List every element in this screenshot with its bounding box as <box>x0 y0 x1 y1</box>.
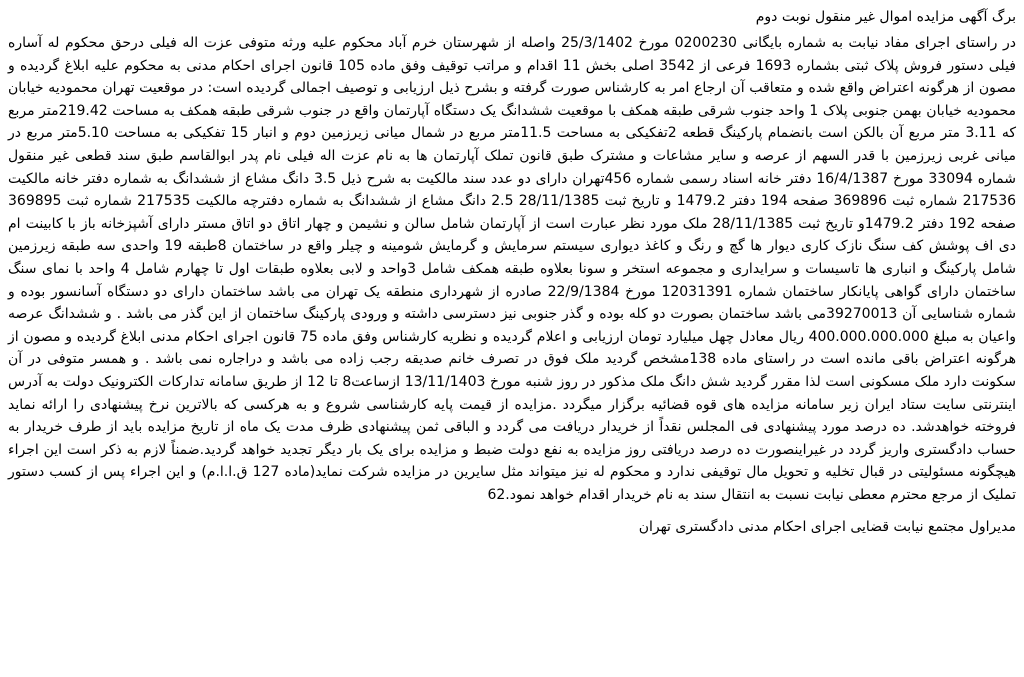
notice-title: برگ آگهی مزایده اموال غیر منقول نوبت دوم <box>755 9 1016 25</box>
notice-body: در راستای اجرای مفاد نیابت به شماره بایگانی 0200230 مورخ 25/3/1402 واصله از شهرستان خرم آباد محکوم علیه ورثه متوفی عزت اله فیلی درحق محکوم له آساره فیلی دستور فروش پلاک ثبتی بشماره 1693 فرعی از 3542 اصلی بخش 11 اقدام و مراتب توقیف وفق ماده 105 قانون اجرای احکام مدنی به محکوم علیه ابلاغ گردیده و مصون از هرگونه اعتراض واقع شده و متعاقب آن ارجاع امر به کارشناس صورت گرفته و بشرح ذیل ارزیابی و توصیف اجمالی گردیده است: در موقعیت تهران محمودیه خیابان محمودیه خیابان بهمن جنوبی پلاک 1 واحد جنوب شرقی طبقه همکف با موقعیت ششدانگ یک دستگاه آپارتمان واقع در جنوب شرقی طبقه همکف به مساحت 219.42متر مربع که 3.11 متر مربع آن بالکن است بانضمام پارکینگ قطعه 2تفکیکی به مساحت 11.5متر مربع در شمال میانی زیرزمین دوم و انبار 15 تفکیکی به مساحت 5.10متر مربع در میانی غربی زیرزمین با قدر السهم از عرصه و سایر مشاعات و مشترک طبق قانون تملک آپارتمان ها به نام عزت اله فیلی نام پدر ابوالقاسم طبق سند قطعی غیر منقول شماره 33094 مورخ 16/4/1387 دفتر خانه اسناد رسمی شماره 456تهران دارای دو عدد سند مالکیت به شرح ذیل 3.5 دانگ مشاع از ششدانگ به شماره دفتر خانه مالکیت 217536 شماره ثبت 369896 صفحه 194 دفتر 1479.2 و تاریخ ثبت 28/11/1385 2.5 دانگ مشاع از ششدانگ به شماره دفترچه مالکیت 217535 شماره ثبت 369895 صفحه 192 دفتر 1479.2و تاریخ ثبت 28/11/1385 ملک مورد نظر عبارت است از آپارتمان شامل سالن و نشیمن و چهار اتاق دو اتاق مستر دارای آشپزخانه باز با کابینت ام دی اف پوشش کف سنگ نازک کاری دیوار ها گچ و رنگ و کاغذ دیواری سیستم سرمایش و گرمایش شومینه و چیلر واقع در ساختمان 8طبقه 19 واحدی سه طبقه زیرزمین شامل پارکینگ و انباری ها تاسیسات و سرایداری و مجموعه استخر و سونا بعلاوه طبقه همکف شامل 3واحد و لابی بعلاوه طبقات اول تا چهارم شامل 4 واحد با نمای سنگ ساختمان دارای گواهی پایانکار ساختمان شماره 12031391 مورخ 22/9/1384 صادره از شهرداری منطقه یک تهران می باشد ساختمان دارای دو دستگاه آسانسور بوده و شماره شناسایی آن 39270013می باشد ساختمان بصورت دو کله بوده و گذر جنوبی نیز دسترسی داشته و ورودی پارکینگ ساختمان از این گذر می باشد . و ششدانگ عرصه واعیان به مبلغ 400.000.000.000 ریال معادل چهل میلیارد تومان ارزیابی و اعلام گردیده و نظریه کارشناس وفق ماده 75 قانون اجرای احکام مدنی ابلاغ گردیده و مصون از هرگونه اعتراض باقی مانده است در راستای ماده 138مشخص گردید ملک فوق در تصرف خانم صدیقه رجب زاده می باشد و دراجاره نمی باشد . و همسر متوفی در آن سکونت دارد ملک مسکونی است لذا مقرر گردید شش دانگ ملک مذکور در روز شنبه مورخ 13/11/1403 ازساعت8 تا 12 از طریق سامانه تدارکات الکترونیک دولت به آدرس اینترنتی سایت ستاد ایران زیر سامانه مزایده های قوه قضائیه برگزار میگردد .مزایده از قیمت پایه کارشناسی شروع و به هرکسی که بالاترین نرخ پیشنهادی را ارائه نماید فروخته خواهدشد. ده درصد مورد پیشنهادی فی المجلس نقداً از خریدار دریافت می گردد و الباقی ثمن پیشنهادی ظرف مدت یک ماه از تاریخ مزایده باید از طرف خریدار به حساب دادگستری واریز گردد در غیراینصورت ده درصد دریافتی روز مزایده به نفع دولت ضبط و مزایده برای یک بار دیگر تجدید خواهد گردید.ضمناً لازم به ذکر است این اجراء هیچگونه مسئولیتی در قبال تخلیه و تحویل مال توقیفی ندارد و محکوم له نیز میتواند مثل سایرین در مزایده شرکت نماید(ماده 127 ق.ا.ا.م) و این اجراء پس از کسب دستور تملیک از مرجع محترم معطی نیابت نسبت به انتقال سند به نام خریدار اقدام خواهد نمود.62 <box>8 35 1017 503</box>
notice-signature: مدیراول مجتمع نیابت قضایی اجرای احکام مدنی دادگستری تهران <box>638 519 1016 536</box>
